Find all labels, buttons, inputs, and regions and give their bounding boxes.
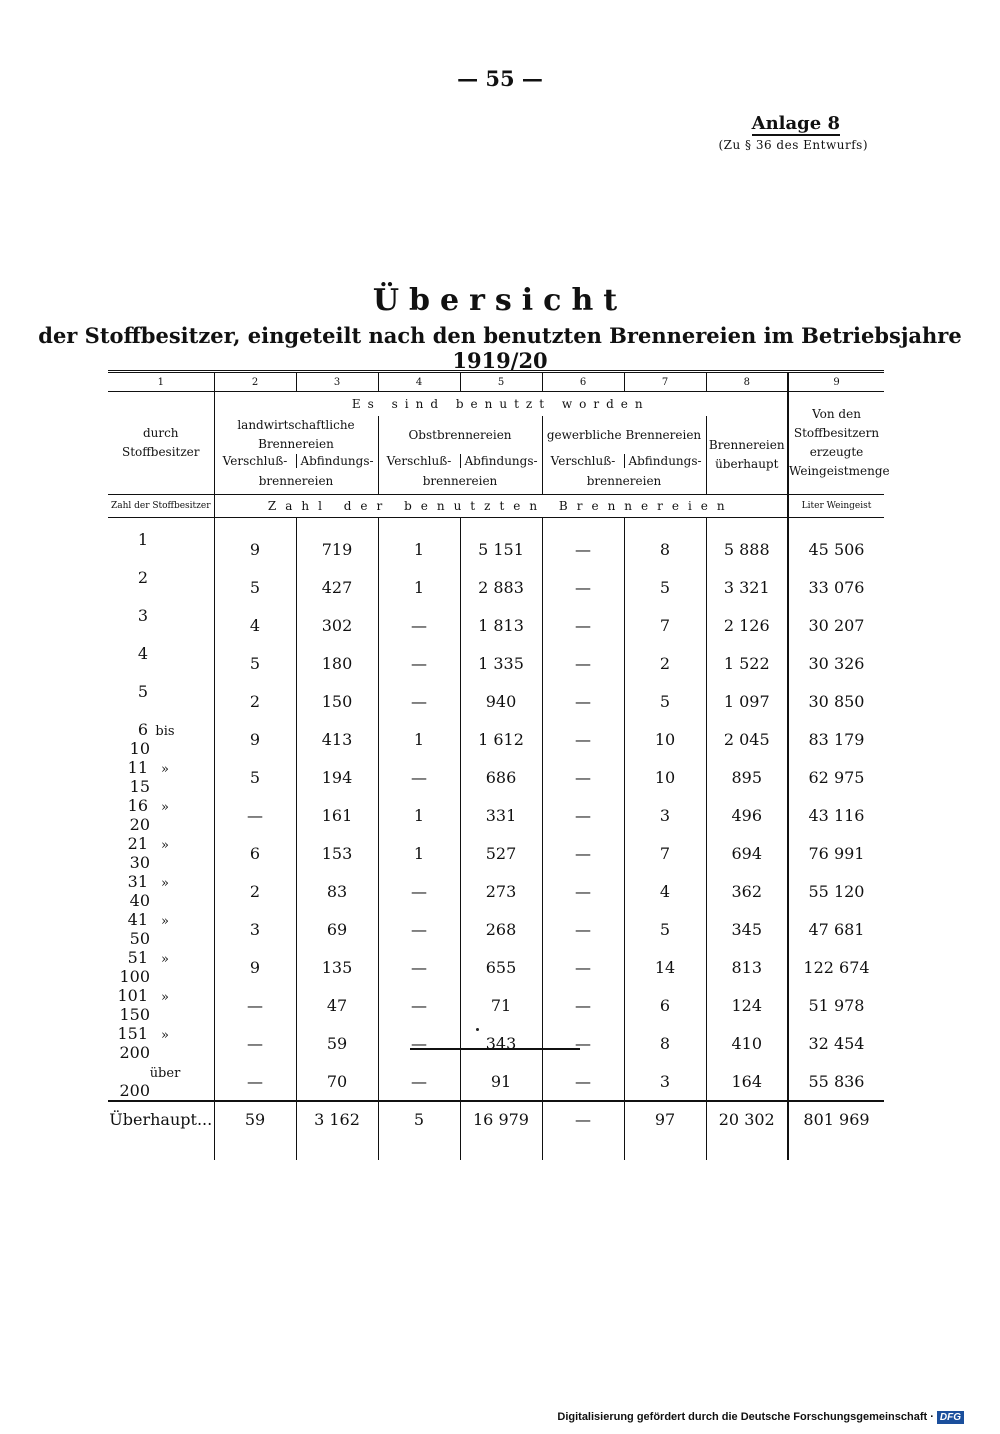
row-label-part: 51	[127, 948, 148, 968]
table-cell: 194	[296, 758, 378, 796]
table-cell: 62 975	[788, 758, 884, 796]
table-cell: 4	[214, 606, 296, 644]
closing-rule	[410, 1048, 580, 1050]
row-label-part: 5	[137, 682, 148, 702]
table-cell: 362	[706, 872, 788, 910]
table-row	[108, 568, 884, 606]
column-number: 5	[460, 372, 542, 392]
table-cell: 55 836	[788, 1062, 884, 1101]
row-label-part: 151	[117, 1024, 148, 1044]
row-label-part: 10	[129, 739, 150, 759]
row-label-part: 41	[127, 910, 148, 930]
table-cell: 135	[296, 948, 378, 986]
table-cell: 150	[296, 682, 378, 720]
table-cell: 895	[706, 758, 788, 796]
table-cell: 1	[378, 834, 460, 872]
column-number: 9	[788, 372, 884, 392]
subheader-brennereien: brennereien	[542, 468, 706, 495]
statistics-table	[108, 370, 890, 1160]
header-agricultural-distilleries: landwirtschaftliche Brennereien	[214, 416, 378, 454]
row-label-part: 150	[119, 1005, 150, 1025]
table-cell: 1	[378, 568, 460, 606]
table-cell: —	[542, 910, 624, 948]
row-label-part: 11	[127, 758, 148, 778]
row-label-part: »	[161, 914, 169, 930]
table-cell: 302	[296, 606, 378, 644]
total-cell: —	[542, 1101, 624, 1134]
table-cell: —	[214, 986, 296, 1024]
column-number: 4	[378, 372, 460, 392]
subheader-settlement: Abfindungs-	[460, 454, 542, 468]
subheader-brennereien: brennereien	[378, 468, 542, 495]
table-cell: 33 076	[788, 568, 884, 606]
row-label-part: 50	[129, 929, 150, 949]
column-number: 1	[108, 372, 214, 392]
table-cell: 9	[214, 948, 296, 986]
table-cell: 83	[296, 872, 378, 910]
row-label	[108, 872, 214, 910]
table-cell: 719	[296, 518, 378, 569]
unit-stoffbesitzer: Zahl der Stoffbesitzer	[108, 495, 214, 518]
table-cell: —	[378, 986, 460, 1024]
total-cell: 801 969	[788, 1101, 884, 1134]
table-cell: 59	[296, 1024, 378, 1062]
table-cell: 153	[296, 834, 378, 872]
table-cell: 2 883	[460, 568, 542, 606]
table-cell: 940	[460, 682, 542, 720]
table-row	[108, 872, 884, 910]
table-row	[108, 834, 884, 872]
table-cell: —	[542, 644, 624, 682]
table-cell: 331	[460, 796, 542, 834]
table-cell: 43 116	[788, 796, 884, 834]
table-cell: —	[378, 758, 460, 796]
table-cell: 1	[378, 518, 460, 569]
row-label-part: bis	[155, 724, 175, 740]
table-cell: —	[378, 910, 460, 948]
row-label	[108, 518, 214, 569]
table-cell: 343	[460, 1024, 542, 1062]
table-cell: —	[214, 796, 296, 834]
header-commercial-distilleries: gewerbliche Brennereien	[542, 416, 706, 454]
row-label-part: 40	[129, 891, 150, 911]
table-cell: —	[542, 606, 624, 644]
total-cell: 5	[378, 1101, 460, 1134]
table-cell: —	[542, 796, 624, 834]
row-label-part: »	[161, 876, 169, 892]
table-cell: 1 612	[460, 720, 542, 758]
table-cell: 10	[624, 758, 706, 796]
row-label-part: 20	[129, 815, 150, 835]
table-cell: 161	[296, 796, 378, 834]
table-cell: —	[214, 1024, 296, 1062]
document-subtitle: der Stoffbesitzer, eingeteilt nach den benutzten Brennereien im Betriebsjahre 1919/20	[38, 323, 962, 373]
row-label-part: 16	[127, 796, 148, 816]
table-cell: —	[542, 986, 624, 1024]
table-cell: 14	[624, 948, 706, 986]
table-cell: 10	[624, 720, 706, 758]
table-row	[108, 682, 884, 720]
row-label	[108, 986, 214, 1024]
table-row	[108, 1024, 884, 1062]
table-cell: 5	[214, 644, 296, 682]
total-cell: 20 302	[706, 1101, 788, 1134]
table-cell: 813	[706, 948, 788, 986]
row-label	[108, 568, 214, 606]
table-cell: 45 506	[788, 518, 884, 569]
unit-row	[108, 495, 884, 518]
table-cell: 2	[624, 644, 706, 682]
table-cell: 3	[624, 1062, 706, 1101]
table-cell: 83 179	[788, 720, 884, 758]
table-cell: —	[542, 1062, 624, 1101]
document-title: Übersicht	[372, 283, 628, 318]
digitization-footer	[557, 1411, 964, 1424]
table-cell: 5	[214, 758, 296, 796]
table-cell: 32 454	[788, 1024, 884, 1062]
row-label	[108, 682, 214, 720]
annex-label: Anlage 8	[751, 113, 840, 134]
table-cell: —	[378, 1024, 460, 1062]
column-number: 6	[542, 372, 624, 392]
table-cell: —	[378, 1062, 460, 1101]
subheader-closed: Verschluß-	[214, 454, 296, 468]
table-row	[108, 796, 884, 834]
ornament-dot	[476, 1028, 479, 1031]
row-label	[108, 796, 214, 834]
row-label-part: 30	[129, 853, 150, 873]
table-cell: 70	[296, 1062, 378, 1101]
table-cell: 694	[706, 834, 788, 872]
row-label-part: über	[149, 1066, 181, 1082]
table-cell: 655	[460, 948, 542, 986]
table-row	[108, 758, 884, 796]
table-cell: 51 978	[788, 986, 884, 1024]
row-label-part: »	[161, 800, 169, 816]
row-label	[108, 720, 214, 758]
subheader-closed: Verschluß-	[542, 454, 624, 468]
subheader-settlement: Abfindungs-	[624, 454, 706, 468]
row-label-part: »	[161, 1028, 169, 1044]
table-cell: 91	[460, 1062, 542, 1101]
total-cell: 97	[624, 1101, 706, 1134]
table-cell: 30 326	[788, 644, 884, 682]
row-label-part: »	[161, 952, 169, 968]
table-row	[108, 1062, 884, 1101]
total-row	[108, 1101, 884, 1134]
column-number-row	[108, 372, 884, 392]
table-cell: 3 321	[706, 568, 788, 606]
row-label-part: 21	[127, 834, 148, 854]
table-cell: 4	[624, 872, 706, 910]
table-cell: —	[542, 518, 624, 569]
table-cell: 71	[460, 986, 542, 1024]
unit-liter: Liter Weingeist	[788, 495, 884, 518]
table-cell: 7	[624, 606, 706, 644]
table-cell: 3	[624, 796, 706, 834]
table-cell: 7	[624, 834, 706, 872]
row-label	[108, 606, 214, 644]
column-number: 2	[214, 372, 296, 392]
unit-distilleries: Zahl der benutzten Brennereien	[214, 495, 788, 518]
table-row	[108, 948, 884, 986]
table-cell: 124	[706, 986, 788, 1024]
table-cell: —	[542, 720, 624, 758]
table-row	[108, 606, 884, 644]
table-cell: 5	[624, 568, 706, 606]
table-row	[108, 720, 884, 758]
table-cell: 5	[624, 910, 706, 948]
table-cell: 410	[706, 1024, 788, 1062]
row-label	[108, 1062, 214, 1101]
table-cell: —	[214, 1062, 296, 1101]
row-label-part: 31	[127, 872, 148, 892]
table-cell: 527	[460, 834, 542, 872]
table-cell: 69	[296, 910, 378, 948]
table-cell: 1 097	[706, 682, 788, 720]
table-cell: 5 888	[706, 518, 788, 569]
table-cell: —	[378, 682, 460, 720]
table-cell: 2 045	[706, 720, 788, 758]
row-label	[108, 910, 214, 948]
table-cell: 9	[214, 518, 296, 569]
table-cell: 273	[460, 872, 542, 910]
table-cell: 6	[214, 834, 296, 872]
total-cell: 59	[214, 1101, 296, 1134]
table-cell: —	[542, 1024, 624, 1062]
row-label-part: 6	[137, 720, 148, 740]
subheader-closed: Verschluß-	[378, 454, 460, 468]
row-label-part: 15	[129, 777, 150, 797]
table-cell: 2 126	[706, 606, 788, 644]
header-group-used: Es sind benutzt worden	[214, 392, 788, 417]
row-label-part: »	[161, 990, 169, 1006]
table-cell: 345	[706, 910, 788, 948]
table-cell: 6	[624, 986, 706, 1024]
subheader-settlement: Abfindungs-	[296, 454, 378, 468]
row-label-part: 3	[137, 606, 148, 626]
table-cell: 122 674	[788, 948, 884, 986]
table-cell: —	[542, 834, 624, 872]
total-cell: 16 979	[460, 1101, 542, 1134]
table-cell: —	[542, 568, 624, 606]
annex-reference: (Zu § 36 des Entwurfs)	[718, 138, 868, 152]
table-cell: 3	[214, 910, 296, 948]
table-cell: 5	[624, 682, 706, 720]
table-cell: 55 120	[788, 872, 884, 910]
row-label-part: »	[161, 762, 169, 778]
header-weingeistmenge: Von den Stoffbesitzern erzeugte Weingeistmenge	[788, 392, 884, 495]
row-label	[108, 758, 214, 796]
header-fruit-distilleries: Obstbrennereien	[378, 416, 542, 454]
table-row	[108, 518, 884, 569]
table-cell: —	[378, 606, 460, 644]
table-cell: —	[542, 872, 624, 910]
footer-text: Digitalisierung gefördert durch die Deutsche Forschungsgemeinschaft ·	[557, 1411, 934, 1423]
row-label-part: 1	[137, 530, 148, 550]
table-cell: 8	[624, 518, 706, 569]
header-stoffbesitzer: durch Stoffbesitzer	[121, 426, 200, 460]
table-cell: 1	[378, 796, 460, 834]
table-cell: 268	[460, 910, 542, 948]
column-number: 8	[706, 372, 788, 392]
table-cell: 413	[296, 720, 378, 758]
table-row	[108, 986, 884, 1024]
total-cell: 3 162	[296, 1101, 378, 1134]
table-cell: 5 151	[460, 518, 542, 569]
table-cell: —	[378, 948, 460, 986]
table-tail	[108, 1134, 884, 1160]
column-number: 7	[624, 372, 706, 392]
table-cell: 1 335	[460, 644, 542, 682]
row-label-part: 4	[137, 644, 148, 664]
dfg-logo-icon: DFG	[937, 1411, 964, 1424]
total-label: Überhaupt...	[108, 1101, 214, 1134]
table-cell: 180	[296, 644, 378, 682]
column-number: 3	[296, 372, 378, 392]
table-cell: 496	[706, 796, 788, 834]
row-label	[108, 948, 214, 986]
table-cell: —	[542, 948, 624, 986]
subheader-brennereien: brennereien	[214, 468, 378, 495]
table-cell: 30 207	[788, 606, 884, 644]
table-cell: 164	[706, 1062, 788, 1101]
table-cell: —	[378, 644, 460, 682]
row-label	[108, 834, 214, 872]
header-distilleries-total: Brennereien überhaupt	[706, 416, 788, 495]
row-label	[108, 1024, 214, 1062]
table-cell: 47 681	[788, 910, 884, 948]
table-cell: 8	[624, 1024, 706, 1062]
table-cell: 30 850	[788, 682, 884, 720]
table-cell: 1	[378, 720, 460, 758]
row-label-part: »	[161, 838, 169, 854]
page-number: — 55 —	[457, 66, 543, 91]
row-label	[108, 644, 214, 682]
table-cell: 5	[214, 568, 296, 606]
table-cell: 686	[460, 758, 542, 796]
table-cell: 2	[214, 682, 296, 720]
table-cell: 427	[296, 568, 378, 606]
row-label-part: 101	[117, 986, 148, 1006]
table-cell: 2	[214, 872, 296, 910]
table-cell: —	[378, 872, 460, 910]
table-cell: 47	[296, 986, 378, 1024]
table-row	[108, 644, 884, 682]
table-cell: 1 522	[706, 644, 788, 682]
table-cell: 76 991	[788, 834, 884, 872]
row-label-part: 2	[137, 568, 148, 588]
table-cell: 9	[214, 720, 296, 758]
table-row	[108, 910, 884, 948]
row-label-part: 200	[119, 1081, 150, 1101]
row-label-part: 100	[119, 967, 150, 987]
table-cell: —	[542, 682, 624, 720]
row-label-part: 200	[119, 1043, 150, 1063]
table-cell: —	[542, 758, 624, 796]
table-cell: 1 813	[460, 606, 542, 644]
